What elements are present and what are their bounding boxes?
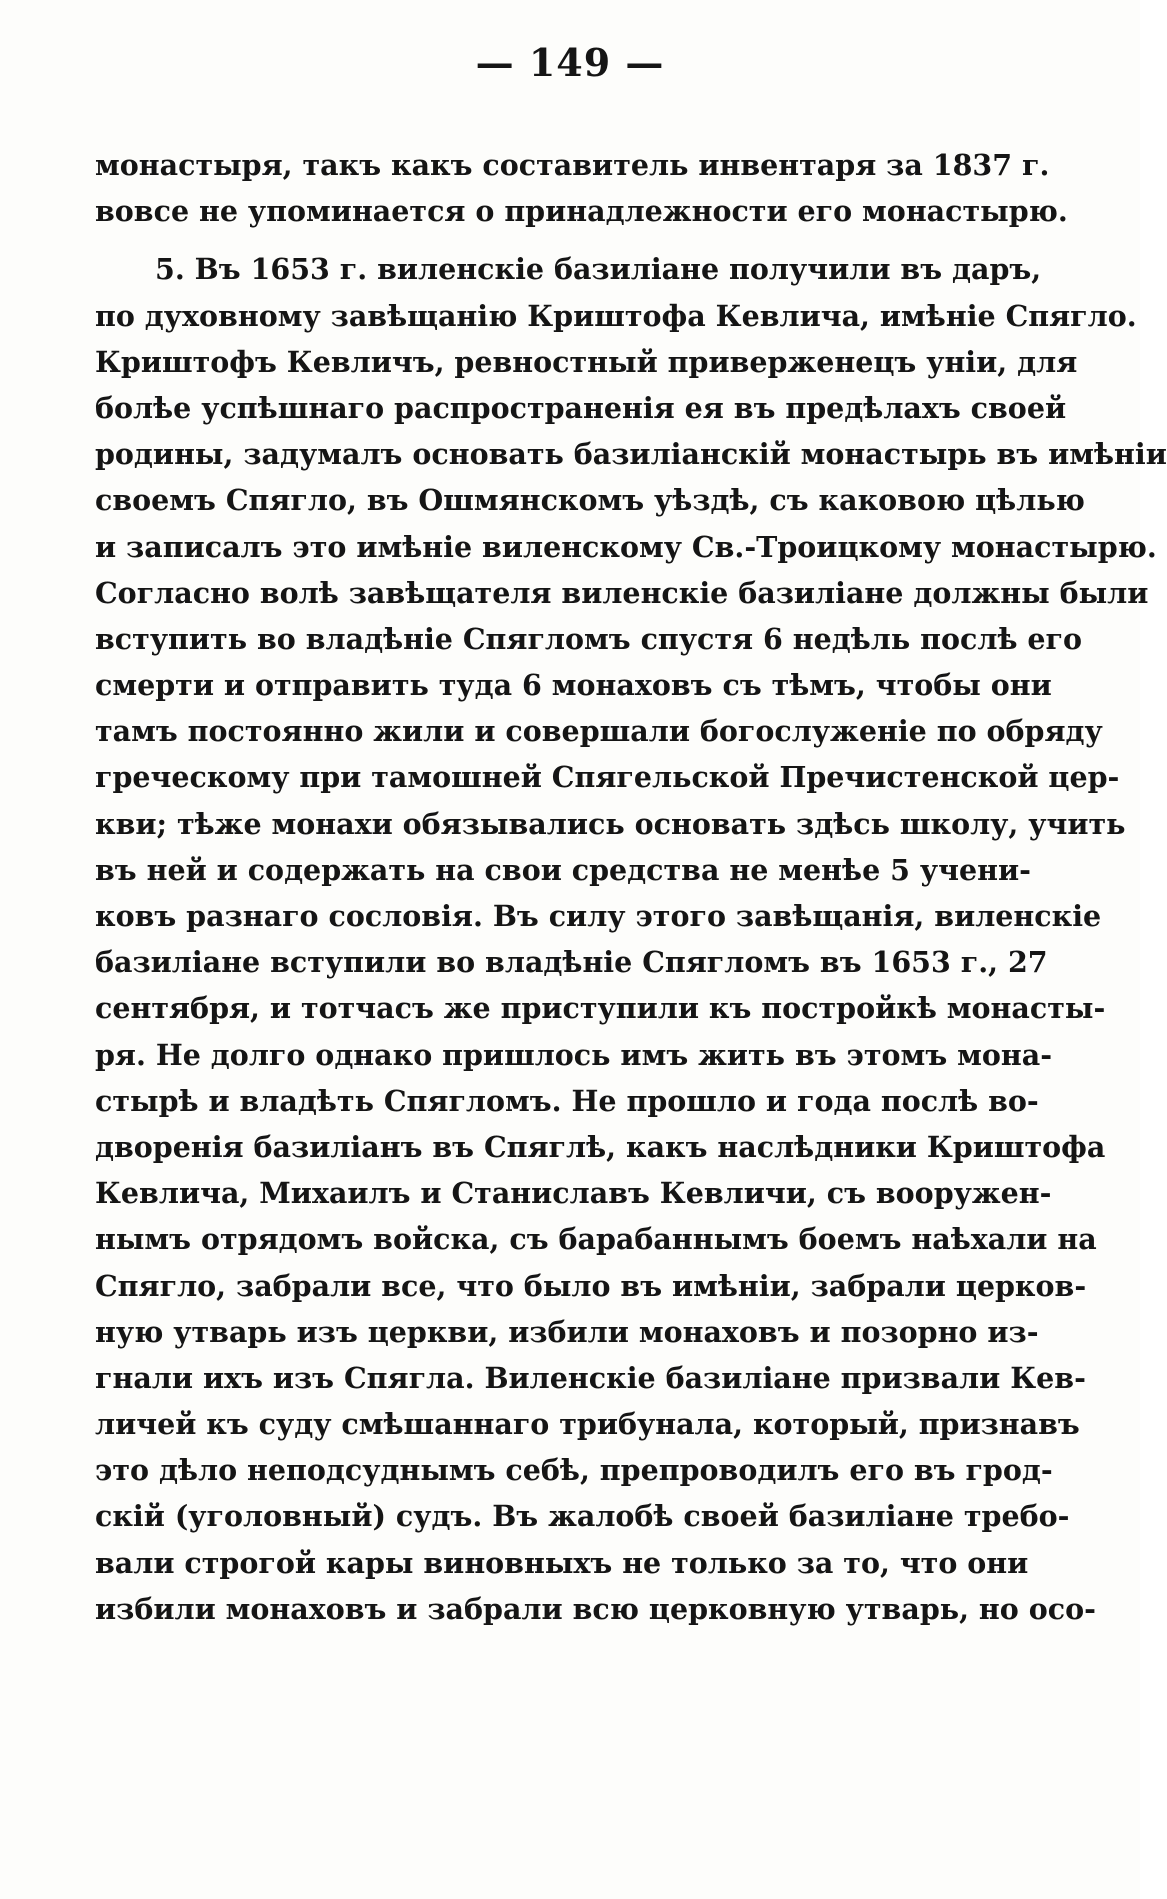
text-line: въ ней и содержать на свои средства не менѣе 5 учени- — [95, 852, 1031, 887]
paragraph-2 — [95, 246, 1167, 1632]
text-line: личей къ суду смѣшаннаго трибунала, который, признавъ — [95, 1407, 1080, 1442]
text-line: и записалъ это имѣніе виленскому Св.-Троицкому монастырю. — [95, 529, 1157, 564]
text-line: базиліане вступили во владѣніе Спягломъ въ 1653 г., 27 — [95, 945, 1048, 980]
text-line: родины, задумалъ основать базиліанскій монастырь въ имѣніи — [95, 437, 1167, 472]
text-line: вовсе не упоминается о принадлежности его монастырю. — [95, 194, 1068, 229]
text-line: ковъ разнаго сословія. Въ силу этого завѣщанія, виленскіе — [95, 899, 1102, 933]
text-line: ную утварь изъ церкви, избили монаховъ и позорно из- — [95, 1314, 1039, 1349]
text-line: ря. Не долго однако пришлось имъ жить въ этомъ мона- — [95, 1037, 1053, 1072]
text-line: по духовному завѣщанію Криштофа Кевлича, имѣніе Спягло. — [95, 298, 1137, 333]
text-line: тамъ постоянно жили и совершали богослуженіе по обряду — [95, 714, 1103, 749]
text-line: нымъ отрядомъ войска, съ барабаннымъ боемъ наѣхали на — [95, 1222, 1097, 1257]
text-line: гнали ихъ изъ Спягла. Виленскіе базиліане призвали Кев- — [95, 1360, 1086, 1395]
text-line: своемъ Спягло, въ Ошмянскомъ уѣздѣ, съ каковою цѣлью — [95, 483, 1085, 518]
text-line: болѣе успѣшнаго распространенія ея въ предѣлахъ своей — [95, 390, 1067, 425]
text-line: стырѣ и владѣть Спягломъ. Не прошло и года послѣ во- — [95, 1083, 1039, 1118]
text-line: кви; тѣже монахи обязывались основать здѣсь школу, учить — [95, 806, 1126, 841]
text-line: скій (уголовный) судъ. Въ жалобѣ своей базиліане требо- — [95, 1499, 1070, 1534]
text-line: вступить во владѣніе Спягломъ спустя 6 недѣль послѣ его — [95, 621, 1083, 656]
text-line: 5. Въ 1653 г. виленскіе базиліане получили въ даръ, — [155, 252, 1042, 287]
text-line: это дѣло неподсуднымъ себѣ, препроводилъ его въ грод- — [95, 1453, 1053, 1488]
page-number: — 149 — — [475, 40, 665, 85]
paragraph-1 — [95, 142, 1068, 234]
text-line: вали строгой кары виновныхъ не только за то, что они — [95, 1545, 1029, 1580]
text-line: Согласно волѣ завѣщателя виленскіе базиліане должны были — [95, 575, 1149, 610]
page-text — [95, 142, 1167, 1632]
text-line: Спягло, забрали все, что было въ имѣніи, забрали церков- — [95, 1268, 1087, 1303]
text-line: Кевлича, Михаилъ и Станиславъ Кевличи, съ вооружен- — [95, 1176, 1052, 1211]
text-line: Криштофъ Кевличъ, ревностный приверженецъ уніи, для — [95, 344, 1078, 379]
text-line: смерти и отправить туда 6 монаховъ съ тѣмъ, чтобы они — [95, 668, 1052, 703]
text-line: избили монаховъ и забрали всю церковную утварь, но осо- — [95, 1591, 1096, 1626]
text-line: сентября, и тотчасъ же приступили къ постройкѣ монасты- — [95, 991, 1106, 1026]
text-line: греческому при тамошней Спягельской Пречистенской цер- — [95, 760, 1120, 795]
text-line: дворенія базиліанъ въ Спяглѣ, какъ наслѣдники Криштофа — [95, 1129, 1106, 1164]
text-line: монастыря, такъ какъ составитель инвентаря за 1837 г. — [95, 148, 1050, 182]
